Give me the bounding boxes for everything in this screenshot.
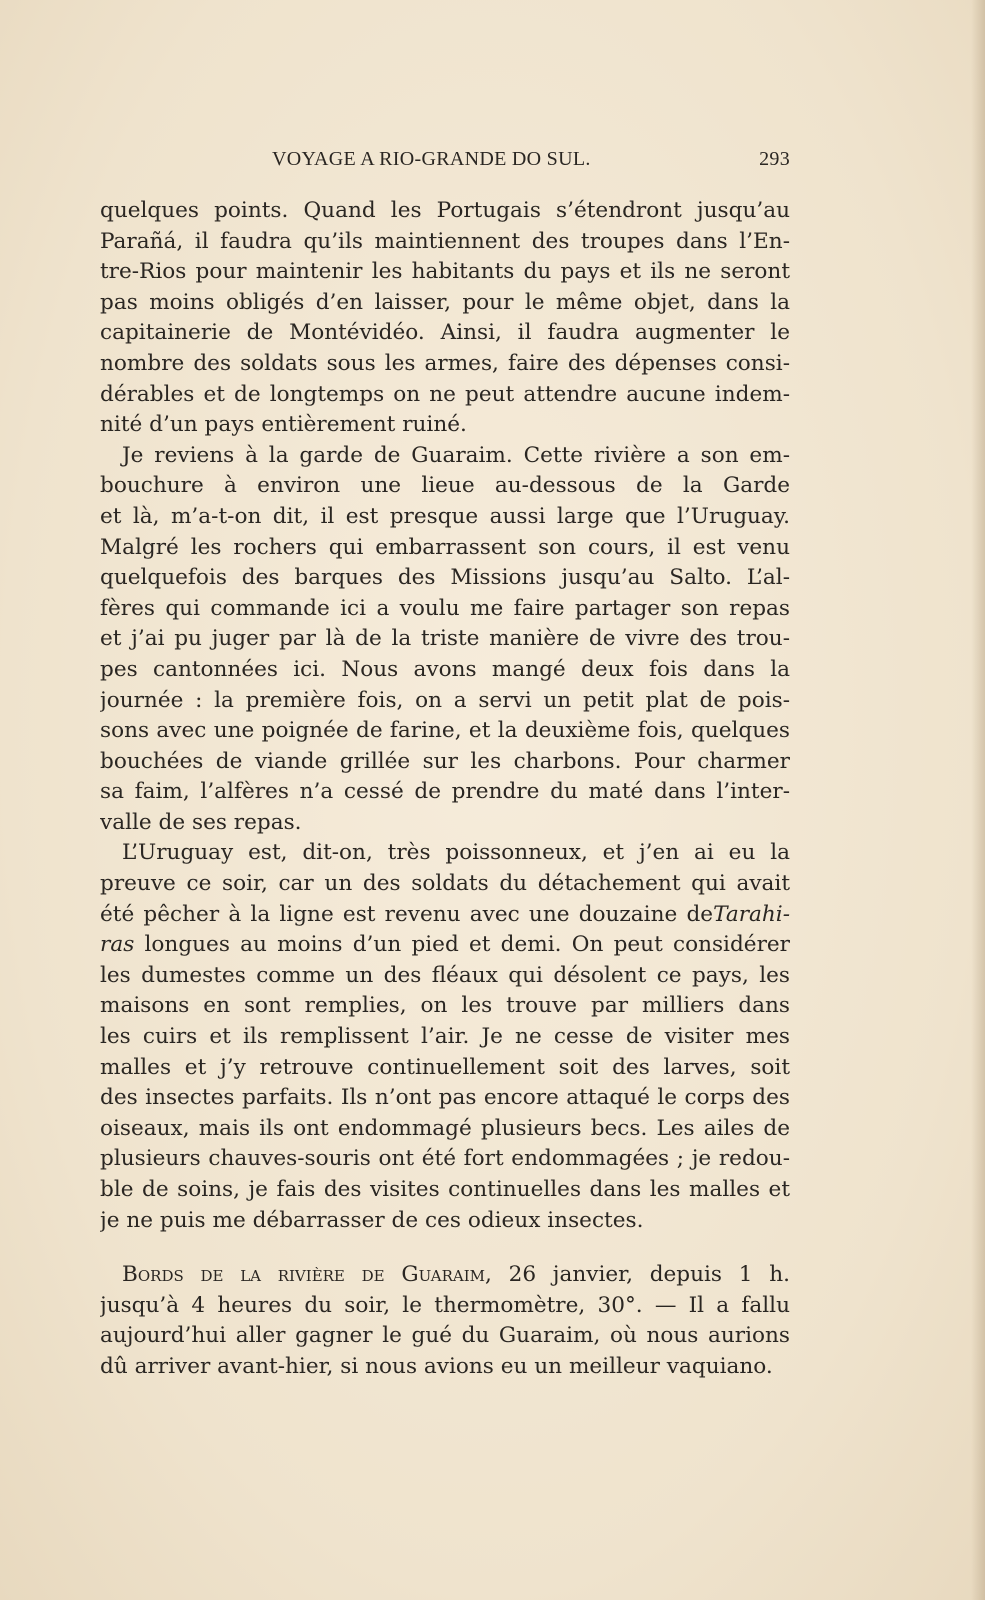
text-line: journée : la première fois, on a servi un petit plat de pois- xyxy=(100,687,790,713)
text-line: ble de soins, je fais des visites continuelles dans les malles et xyxy=(100,1177,790,1202)
text-line: les dumestes comme un des fléaux qui désolent ce pays, les xyxy=(100,962,790,988)
text-segment: 26 janvier, depuis 1 h. xyxy=(491,1262,790,1288)
text-line: Parañá, il faudra qu’ils maintiennent des troupes dans l’En- xyxy=(100,228,790,254)
text-line: dû arriver avant-hier, si nous avions eu un meilleur vaquiano. xyxy=(100,1353,773,1379)
text-line: quelquefois des barques des Missions jusqu’au Salto. L’al- xyxy=(100,565,790,591)
text-line: Malgré les rochers qui embarrassent son cours, il est venu xyxy=(100,534,790,560)
text-line: jusqu’à 4 heures du soir, le thermomètre, 30°. — Il a fallu xyxy=(100,1292,790,1318)
text-line: pes cantonnées ici. Nous avons mangé deux fois dans la xyxy=(100,656,790,682)
text-segment: été pêcher à la ligne est revenu avec une douzaine de xyxy=(100,901,714,927)
text-line: et là, m’a-t-on dit, il est presque aussi large que l’Uruguay. xyxy=(100,503,790,529)
text-line: bouchées de viande grillée sur les charbons. Pour charmer xyxy=(100,748,790,774)
text-line: maisons en sont remplies, on les trouve par milliers dans xyxy=(100,993,790,1019)
text-line: les cuirs et ils remplissent l’air. Je ne cesse de visiter mes xyxy=(100,1024,790,1050)
text-line: aujourd’hui aller gagner le gué du Guaraim, où nous aurions xyxy=(100,1323,790,1349)
text-line: tre-Rios pour maintenir les habitants du pays et ils ne seront xyxy=(100,259,790,285)
dateline-heading: Bords de la rivière de Guaraim, xyxy=(122,1262,492,1288)
text-line: oiseaux, mais ils ont endommagé plusieurs becs. Les ailes de xyxy=(100,1115,790,1141)
text-line: et j’ai pu juger par là de la triste manière de vivre des trou- xyxy=(100,626,790,652)
text-line: bouchure à environ une lieue au-dessous de la Garde xyxy=(100,473,790,499)
italic-term: ras xyxy=(100,932,135,958)
text-line: sa faim, l’alfères n’a cessé de prendre du maté dans l’inter- xyxy=(100,779,790,805)
text-line: dérables et de longtemps on ne peut attendre aucune indem- xyxy=(100,381,790,407)
text-line: des insectes parfaits. Ils n’ont pas encore attaqué le corps des xyxy=(100,1085,790,1111)
page-edge-shadow xyxy=(971,0,985,1600)
text-line: plusieurs chauves-souris ont été fort endommagées ; je redou- xyxy=(100,1146,790,1172)
text-line: fères qui commande ici a voulu me faire partager son repas xyxy=(100,595,790,621)
text-line: malles et j’y retrouve continuellement soit des larves, soit xyxy=(100,1054,790,1080)
running-title: VOYAGE A RIO-GRANDE DO SUL. xyxy=(272,148,591,170)
text-line xyxy=(100,1260,790,1291)
text-line: nombre des soldats sous les armes, faire des dépenses consi- xyxy=(100,350,790,376)
text-line: sons avec une poignée de farine, et la deuxième fois, quelques xyxy=(100,718,790,744)
text-line: valle de ses repas. xyxy=(100,809,302,835)
text-line: quelques points. Quand les Portugais s’étendront jusqu’au xyxy=(100,198,790,223)
text-line: nité d’un pays entièrement ruiné. xyxy=(100,412,467,438)
text-line: pas moins obligés d’en laisser, pour le même objet, dans la xyxy=(100,289,790,315)
text-line xyxy=(100,900,790,931)
text-line: preuve ce soir, car un des soldats du détachement qui avait xyxy=(100,871,790,897)
italic-term: Tarahi- xyxy=(713,901,790,927)
body-text xyxy=(100,196,790,1383)
text-line: je ne puis me débarrasser de ces odieux insectes. xyxy=(100,1207,644,1233)
text-line: L’Uruguay est, dit-on, très poissonneux, et j’en ai eu la xyxy=(122,840,790,866)
section-gap xyxy=(100,1236,790,1260)
text-segment: longues au moins d’un pied et demi. On peut considérer xyxy=(134,932,790,958)
text-line xyxy=(100,930,790,961)
text-line: Je reviens à la garde de Guaraim. Cette rivière a son em- xyxy=(122,442,790,468)
text-line: capitainerie de Montévidéo. Ainsi, il faudra augmenter le xyxy=(100,320,790,346)
page-number: 293 xyxy=(759,148,790,170)
running-head xyxy=(100,148,790,178)
